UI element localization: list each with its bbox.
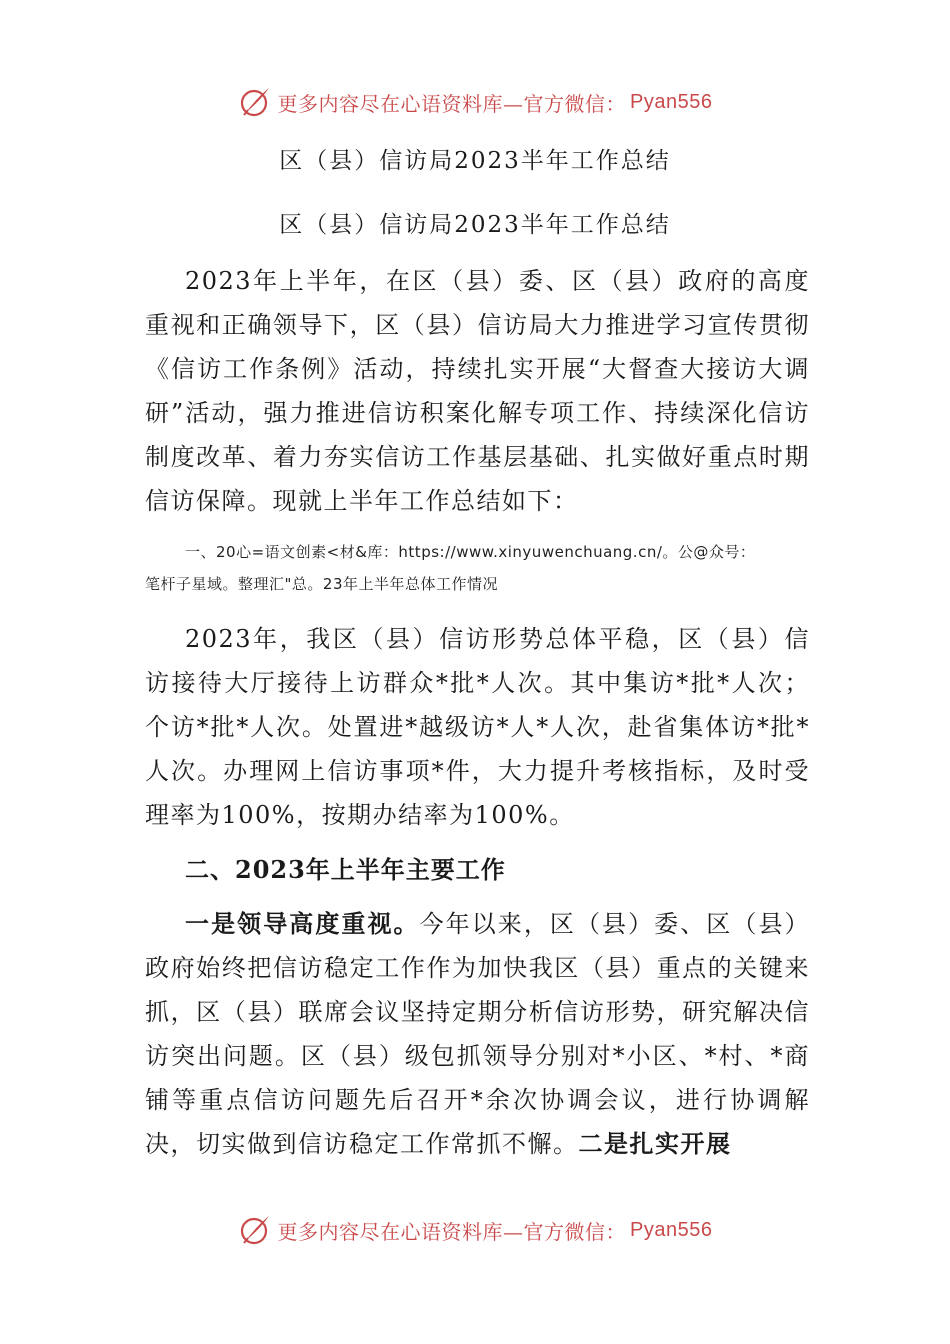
section2-lead: 一是领导高度重视。 xyxy=(185,909,420,938)
section2-next-lead: 二是扎实开展 xyxy=(578,1129,732,1158)
quill-circle-logo xyxy=(238,1213,272,1247)
footer-banner-wechat: Pyan556 xyxy=(630,1218,713,1241)
section2-paragraph xyxy=(145,902,810,1166)
section1-heading-line1: 一、20心=语文创素<材&库：https://www.xinyuwenchuang.cn/。公@众号： xyxy=(185,543,756,561)
section1-heading xyxy=(145,536,815,600)
section1-paragraph: 2023年，我区（县）信访形势总体平稳，区（县）信访接待大厅接待上访群众*批*人次。其中集访*批*人次；个访*批*人次。处置进*越级访*人*人次，赴省集体访*批*人次。办理网上信访事项*件，大力提升考核指标，及时受理率为100%，按期办结率为100%。 xyxy=(145,625,810,829)
footer-banner-text: 更多内容尽在心语资料库—官方微信： xyxy=(277,1219,627,1244)
section2-body: 今年以来，区（县）委、区（县）政府始终把信访稳定工作作为加快我区（县）重点的关键来抓，区（县）联席会议坚持定期分析信访形势，研究解决信访突出问题。区（县）级包抓领导分别对*小区、*村、*商铺等重点信访问题先后召开*余次协调会议，进行协调解决，切实做到信访稳定工作常抓不懈。 xyxy=(145,910,811,1158)
banner-text: 更多内容尽在心语资料库—官方微信： xyxy=(277,91,627,116)
document-title: 区（县）信访局2023半年工作总结 xyxy=(279,148,671,174)
banner-wechat: Pyan556 xyxy=(630,90,713,113)
section2-heading: 二、2023年上半年主要工作 xyxy=(185,855,506,884)
header-banner xyxy=(0,82,950,122)
document-subtitle: 区（县）信访局2023半年工作总结 xyxy=(279,212,671,238)
footer-banner xyxy=(0,1210,950,1250)
quill-circle-logo xyxy=(238,85,272,119)
intro-paragraph: 2023年上半年，在区（县）委、区（县）政府的高度重视和正确领导下，区（县）信访局大力推进学习宣传贯彻《信访工作条例》活动，持续扎实开展“大督查大接访大调研”活动，强力推进信访积案化解专项工作、持续深化信访制度改革、着力夯实信访工作基层基础、扎实做好重点时期信访保障。现就上半年工作总结如下： xyxy=(145,267,810,515)
section1-heading-line2: 笔杆子星域。整理汇"总。23年上半年总体工作情况 xyxy=(145,575,498,593)
